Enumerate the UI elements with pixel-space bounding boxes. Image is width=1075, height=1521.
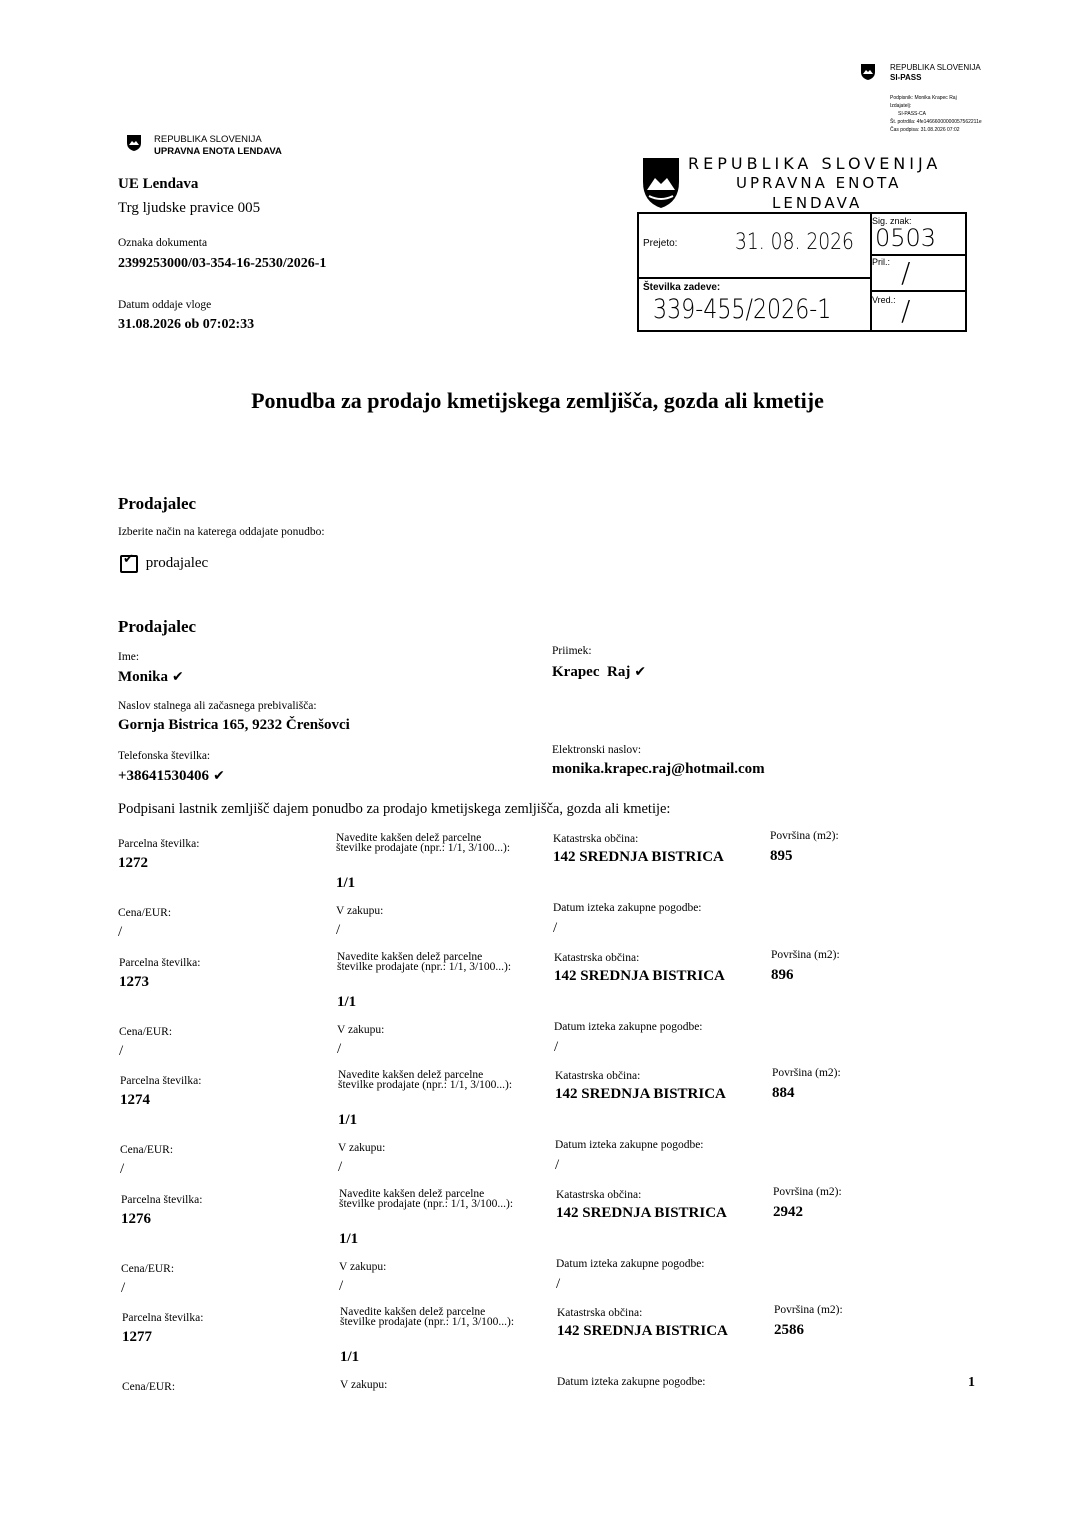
- area-label: Površina (m2):: [772, 1067, 841, 1079]
- share-label: Navedite kakšen delež parcelne številke prodajate (npr.: 1/1, 3/100...):: [338, 1069, 513, 1091]
- header-office: UPRAVNA ENOTA LENDAVA: [154, 146, 282, 157]
- area-value: 2942: [773, 1203, 803, 1220]
- parcel-number-label: Parcelna številka:: [121, 1193, 203, 1206]
- esign-line: Podpisnik: Monika Krapec Raj: [890, 95, 957, 101]
- price-label: Cena/EUR:: [120, 1144, 174, 1156]
- share-label: Navedite kakšen delež parcelne številke prodajate (npr.: 1/1, 3/100...):: [340, 1306, 515, 1328]
- lease-end-value: /: [553, 920, 558, 936]
- date-value: 31.08.2026 ob 07:02:33: [118, 317, 255, 332]
- parcel-number-label: Parcelna številka:: [120, 1075, 202, 1087]
- esign-line: Izdajatelj:: [890, 103, 912, 109]
- lease-end-label: Datum izteka zakupne pogodbe:: [557, 1376, 706, 1388]
- ime-value: Monika ✔: [118, 669, 184, 685]
- area-label: Površina (m2):: [770, 830, 839, 842]
- tel-label: Telefonska številka:: [118, 750, 211, 762]
- parcel-number-label: Parcelna številka:: [119, 956, 201, 969]
- stamp-country: REPUBLIKA SLOVENIJA: [688, 154, 942, 173]
- offer-question: Izberite način na katerega oddajate ponudbo:: [118, 526, 325, 538]
- pril-label: Pril.:: [872, 257, 890, 267]
- case-label: Številka zadeve:: [643, 282, 721, 293]
- option-label: prodajalec: [145, 555, 209, 572]
- offer-statement: Podpisani lastnik zemljišč dajem ponudbo za prodajo kmetijskega zemljišča, gozda ali kmetije:: [118, 801, 671, 817]
- municipality-value: 142 SREDNJA BISTRICA: [557, 1323, 728, 1339]
- municipality-label: Katastrska občina:: [557, 1307, 643, 1319]
- doc-value: 2399253000/03-354-16-2530/2026-1: [118, 256, 327, 271]
- parcel-number-value: 1274: [120, 1092, 150, 1108]
- parcel-number-label: Parcelna številka:: [118, 838, 200, 850]
- tel-value: +38641530406 ✔: [118, 768, 225, 784]
- municipality-label: Katastrska občina:: [553, 833, 639, 845]
- offer-option: [120, 555, 208, 573]
- area-value: 895: [770, 848, 793, 864]
- stamp-office: UPRAVNA ENOTA: [736, 174, 902, 192]
- checkmark-icon: ✔: [213, 768, 225, 784]
- ime-label: Ime:: [118, 651, 140, 663]
- esign-country: REPUBLIKA SLOVENIJA: [890, 63, 981, 72]
- municipality-value: 142 SREDNJA BISTRICA: [555, 1086, 726, 1102]
- received-label: Prejeto:: [643, 238, 678, 249]
- esign-line: SI-PASS-CA: [898, 111, 926, 117]
- lease-label: V zakupu:: [339, 1260, 387, 1273]
- case-number: 339-455/2026-1: [653, 294, 832, 325]
- org-name: UE Lendava: [118, 176, 199, 192]
- org-address: Trg ljudske pravice 005: [118, 200, 261, 216]
- esign-service: SI-PASS: [890, 73, 922, 82]
- price-value: /: [119, 1042, 124, 1059]
- area-label: Površina (m2):: [773, 1185, 842, 1198]
- date-label: Datum oddaje vloge: [118, 299, 212, 311]
- lease-label: V zakupu:: [337, 1023, 385, 1036]
- share-label: Navedite kakšen delež parcelne številke prodajate (npr.: 1/1, 3/100...):: [337, 950, 512, 973]
- stamp-table: [637, 212, 967, 332]
- priimek-label: Priimek:: [552, 645, 592, 657]
- area-value: 884: [772, 1085, 795, 1101]
- area-label: Površina (m2):: [771, 948, 840, 961]
- price-value: /: [120, 1161, 125, 1177]
- municipality-label: Katastrska občina:: [555, 1070, 641, 1082]
- price-value: /: [118, 924, 123, 940]
- parcel-number-value: 1276: [121, 1210, 151, 1227]
- area-value: 896: [771, 966, 794, 983]
- share-value: 1/1: [337, 993, 357, 1010]
- share-value: 1/1: [340, 1349, 360, 1365]
- share-value: 1/1: [338, 1112, 358, 1128]
- checkbox-checked-icon[interactable]: [120, 555, 138, 573]
- lease-end-label: Datum izteka zakupne pogodbe:: [555, 1139, 704, 1151]
- lease-value: /: [339, 1277, 344, 1294]
- coat-of-arms-icon: [860, 63, 876, 81]
- lease-end-label: Datum izteka zakupne pogodbe:: [556, 1257, 705, 1270]
- esign-line: Št. potrdila: 4fe14666000000057562211e: [890, 119, 982, 125]
- area-label: Površina (m2):: [774, 1304, 843, 1316]
- email-label: Elektronski naslov:: [552, 744, 642, 756]
- lease-value: /: [336, 922, 341, 938]
- page-number: 1: [968, 1375, 975, 1390]
- esign-line: Čas podpisa: 31.08.2026 07:02: [890, 127, 960, 133]
- lease-value: /: [337, 1040, 342, 1057]
- section-heading: Prodajalec: [118, 617, 197, 636]
- vred-label: Vred.:: [872, 295, 896, 305]
- price-label: Cena/EUR:: [121, 1262, 175, 1275]
- lease-value: /: [338, 1159, 343, 1175]
- naslov-value: Gornja Bistrica 165, 9232 Črenšovci: [118, 717, 350, 733]
- checkmark-icon: ✔: [634, 664, 647, 680]
- received-date: 31. 08. 2026: [735, 230, 854, 255]
- naslov-label: Naslov stalnega ali začasnega prebivališča:: [118, 700, 317, 712]
- price-value: /: [121, 1279, 126, 1296]
- priimek-value: Krapec Raj ✔: [552, 664, 647, 680]
- lease-end-label: Datum izteka zakupne pogodbe:: [554, 1020, 703, 1033]
- vred-value: /: [901, 294, 911, 327]
- parcel-number-value: 1273: [119, 973, 149, 990]
- doc-label: Oznaka dokumenta: [118, 237, 208, 249]
- municipality-value: 142 SREDNJA BISTRICA: [556, 1204, 727, 1221]
- lease-end-value: /: [554, 1038, 559, 1055]
- price-label: Cena/EUR:: [122, 1381, 176, 1393]
- share-value: 1/1: [336, 875, 356, 891]
- coat-of-arms-icon: [126, 134, 142, 152]
- sign-label: Sig. znak:: [872, 216, 912, 226]
- coat-of-arms-icon: [641, 156, 681, 210]
- parcel-number-label: Parcelna številka:: [122, 1312, 204, 1324]
- price-label: Cena/EUR:: [119, 1025, 173, 1038]
- sign-value: 0503: [875, 224, 937, 252]
- lease-label: V zakupu:: [340, 1379, 388, 1391]
- lease-end-label: Datum izteka zakupne pogodbe:: [553, 902, 702, 914]
- municipality-value: 142 SREDNJA BISTRICA: [554, 967, 725, 984]
- share-value: 1/1: [339, 1230, 359, 1247]
- lease-label: V zakupu:: [336, 905, 384, 917]
- municipality-label: Katastrska občina:: [556, 1188, 642, 1201]
- municipality-value: 142 SREDNJA BISTRICA: [553, 849, 724, 865]
- lease-end-value: /: [556, 1275, 561, 1292]
- area-value: 2586: [774, 1322, 804, 1338]
- share-label: Navedite kakšen delež parcelne številke prodajate (npr.: 1/1, 3/100...):: [339, 1187, 514, 1210]
- page-title: Ponudba za prodajo kmetijskega zemljišča, gozda ali kmetije: [251, 388, 824, 413]
- stamp-city: LENDAVA: [772, 194, 863, 212]
- lease-label: V zakupu:: [338, 1142, 386, 1154]
- share-label: Navedite kakšen delež parcelne številke prodajate (npr.: 1/1, 3/100...):: [336, 832, 511, 854]
- parcel-number-value: 1277: [122, 1329, 152, 1345]
- price-label: Cena/EUR:: [118, 907, 172, 919]
- pril-value: /: [901, 256, 911, 289]
- parcel-number-value: 1272: [118, 855, 148, 871]
- lease-end-value: /: [555, 1157, 560, 1173]
- municipality-label: Katastrska občina:: [554, 951, 640, 964]
- header-country: REPUBLIKA SLOVENIJA: [154, 134, 262, 145]
- email-value: monika.krapec.raj@hotmail.com: [552, 761, 765, 777]
- checkmark-icon: ✔: [172, 669, 184, 685]
- section-heading: Prodajalec: [118, 494, 197, 513]
